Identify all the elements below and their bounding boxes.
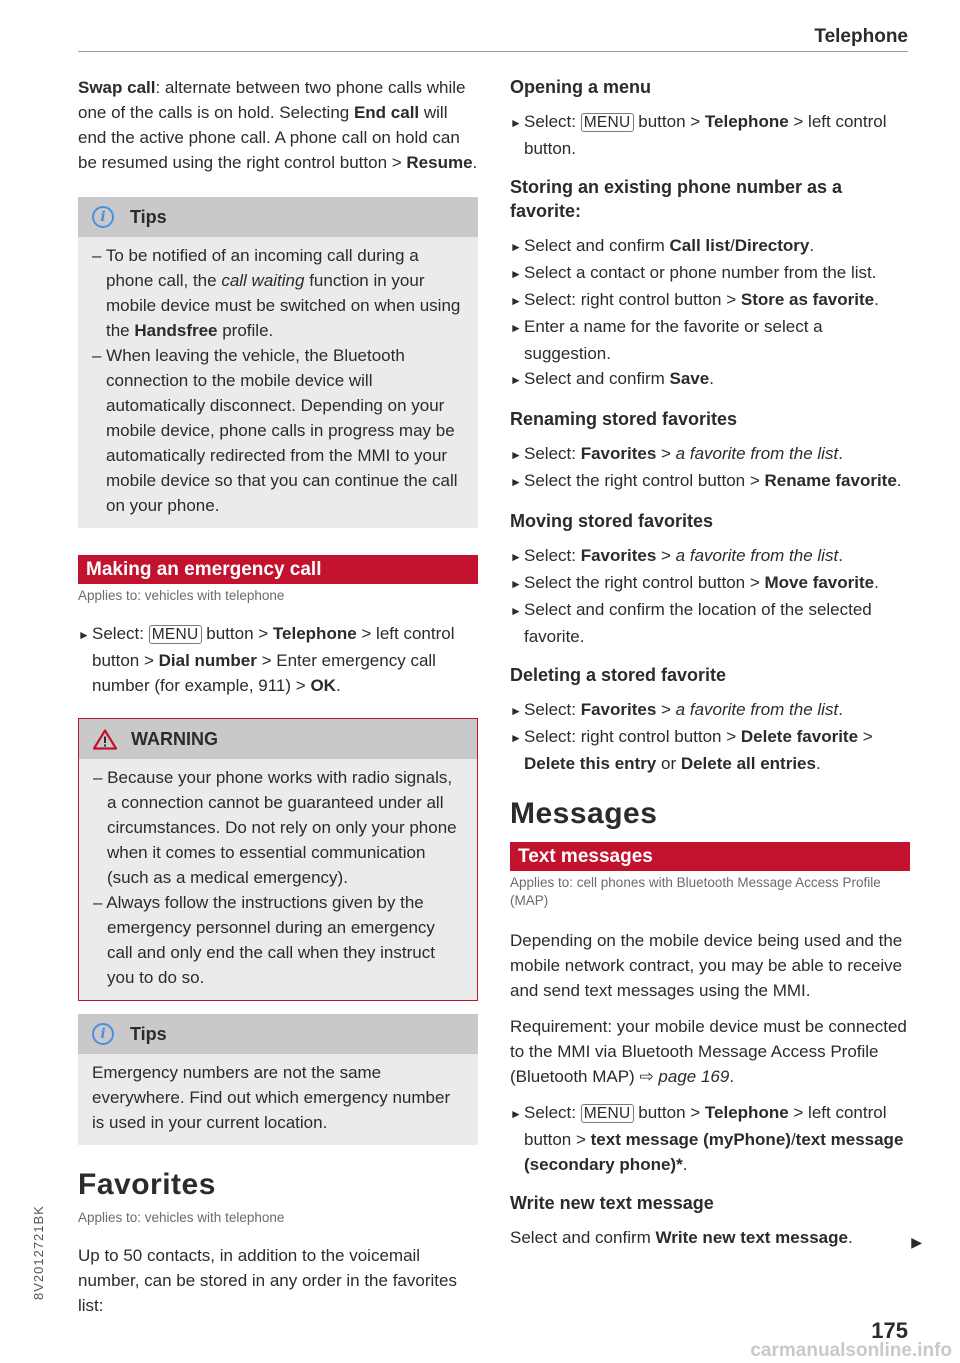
opening-menu-heading: Opening a menu <box>510 77 652 97</box>
storing-3-e: . <box>874 290 879 309</box>
emergency-step-a: Select: <box>92 624 149 643</box>
warning-item-2: – Always follow the instructions given by the emergency personnel during an emergency call and only end the call when they instruct you to do so. <box>93 893 435 987</box>
renaming-step-2 <box>510 468 910 495</box>
bullet-arrow-icon: ► <box>510 704 522 718</box>
bullet-arrow-icon: ► <box>510 448 522 462</box>
deleting-steps <box>510 697 910 776</box>
storing-1-b: Call list <box>669 236 730 255</box>
watermark: carmanualsonline.info <box>750 1340 952 1361</box>
storing-1-c: / <box>729 236 735 255</box>
tips-item-1-b: function in your mobile device must be switched on when using the <box>106 271 461 340</box>
opening-step-b: button > <box>633 112 705 131</box>
renaming-1-b: Favorites <box>580 444 657 463</box>
messages-step-sl: / <box>790 1130 796 1149</box>
bullet-arrow-icon: ► <box>510 577 522 591</box>
messages-step-c: > left control button > <box>524 1103 887 1149</box>
menu-key: MENU <box>149 625 202 644</box>
storing-step-5 <box>510 366 910 393</box>
tips-item-1 <box>92 243 464 343</box>
swap-call-text-1: : alternate between two phone calls while one of the calls is on hold. Selecting <box>78 78 466 122</box>
tips-item-1-em: call waiting <box>221 271 305 290</box>
emergency-step-tel: Telephone <box>272 624 357 643</box>
bullet-arrow-icon: ► <box>78 628 90 642</box>
messages-paragraph-1: Depending on the mobile device being used and the mobile network contract, you may be able to receive and send text messages using the MMI. <box>510 931 903 1000</box>
bullet-arrow-icon: ► <box>510 116 522 130</box>
emergency-step-ok: OK <box>310 676 336 695</box>
messages-step-b: button > <box>633 1103 705 1122</box>
emergency-step-b: button > <box>201 624 273 643</box>
messages-paragraph-2 <box>510 1014 910 1089</box>
favorites-text: Up to 50 contacts, in addition to the voicemail number, can be stored in any order in the favorites list: <box>78 1246 457 1315</box>
deleting-1-em: a favorite from the list <box>675 700 839 719</box>
emergency-step-dial: Dial number <box>158 651 257 670</box>
bullet-arrow-icon: ► <box>510 731 522 745</box>
document-code: 8V2012721BK <box>31 1205 46 1300</box>
bullet-arrow-icon: ► <box>510 475 522 489</box>
page-reference-link[interactable]: ⇨ page 169 <box>639 1067 730 1086</box>
emergency-step-e: . <box>335 676 341 695</box>
deleting-1-e: . <box>838 700 843 719</box>
messages-step-e: . <box>682 1155 688 1174</box>
deleting-step-2 <box>510 724 910 776</box>
renaming-step-1 <box>510 441 910 468</box>
storing-1-d: Directory <box>734 236 810 255</box>
deleting-2-g: Delete all entries <box>680 754 816 773</box>
tips-item-2-a: – When leaving the vehicle, the Bluetooth connection to the mobile device will automatically disconnect. Depending on your mobile device, phone calls in progress may be automatically redirected from the MMI to your mobile device so that you can continue the call on your phone. <box>92 346 458 515</box>
deleting-2-c: > <box>858 727 873 746</box>
moving-1-e: . <box>838 546 843 565</box>
tips-item-2 <box>92 343 464 518</box>
swap-call-text-2: will end the active phone call. A phone call on hold can be resumed using the right control button > <box>78 103 460 172</box>
bullet-arrow-icon: ► <box>510 294 522 308</box>
messages-step <box>510 1100 910 1177</box>
storing-1-e: . <box>809 236 815 255</box>
emergency-step-d: > Enter emergency call number (for example, 911) > <box>92 651 436 695</box>
tips-body-1 <box>78 237 478 528</box>
emergency-section-title: Making an emergency call <box>78 555 478 584</box>
deleting-heading: Deleting a stored favorite <box>510 665 727 685</box>
storing-step-2 <box>510 260 910 287</box>
moving-steps <box>510 543 910 649</box>
moving-2-b: Move favorite <box>764 573 875 592</box>
warning-triangle-icon <box>93 729 117 750</box>
warning-body <box>79 759 477 1000</box>
storing-1-a: Select and confirm <box>524 236 670 255</box>
continue-arrow-icon: ▶ <box>911 1234 922 1250</box>
renaming-1-c: > <box>656 444 676 463</box>
storing-step-3 <box>510 287 910 314</box>
bullet-arrow-icon: ► <box>510 267 522 281</box>
page-header-title: Telephone <box>814 26 908 47</box>
messages-applies: Applies to: cell phones with Bluetooth Message Access Profile (MAP) <box>510 875 881 908</box>
tips-2-text: Emergency numbers are not the same everywhere. Find out which emergency number is used in your current location. <box>92 1063 451 1132</box>
emergency-applies: Applies to: vehicles with telephone <box>78 588 285 603</box>
renaming-1-em: a favorite from the list <box>675 444 839 463</box>
bullet-arrow-icon: ► <box>510 604 522 618</box>
deleting-2-d: Delete this entry <box>524 754 657 773</box>
menu-key: MENU <box>581 113 634 132</box>
storing-2-a: Select a contact or phone number from the list. <box>524 263 877 282</box>
opening-step-tel: Telephone <box>704 112 789 131</box>
warning-header <box>79 719 477 759</box>
bullet-arrow-icon: ► <box>510 550 522 564</box>
deleting-2-a: Select: right control button > <box>524 727 741 746</box>
write-message-text <box>510 1225 910 1250</box>
write-message-heading: Write new text message <box>510 1193 714 1213</box>
bullet-arrow-icon: ► <box>510 240 522 254</box>
messages-p2-a: Requirement: your mobile device must be connected to the MMI via Bluetooth Message Access Profile (Bluetooth MAP) <box>510 1017 907 1086</box>
info-icon: i <box>92 1023 114 1045</box>
moving-2-a: Select the right control button > <box>524 573 765 592</box>
renaming-1-a: Select: <box>524 444 581 463</box>
moving-1-a: Select: <box>524 546 581 565</box>
deleting-2-b: Delete favorite <box>740 727 859 746</box>
bullet-arrow-icon: ► <box>510 321 522 335</box>
moving-3-a: Select and confirm the location of the selected favorite. <box>524 600 872 646</box>
left-column <box>78 75 478 1318</box>
deleting-2-e: . <box>815 754 821 773</box>
messages-heading: Messages <box>510 797 658 830</box>
messages-p2-b: . <box>729 1067 735 1086</box>
storing-step-1 <box>510 233 910 260</box>
moving-step-2 <box>510 570 910 597</box>
header-divider <box>78 51 908 52</box>
page-number: 175 <box>871 1318 908 1343</box>
storing-step-4 <box>510 314 910 366</box>
opening-menu-step <box>510 109 910 161</box>
moving-step-1 <box>510 543 910 570</box>
right-column <box>510 75 910 1250</box>
moving-1-b: Favorites <box>580 546 657 565</box>
moving-heading: Moving stored favorites <box>510 511 714 531</box>
moving-step-3 <box>510 597 910 649</box>
menu-key: MENU <box>581 1104 634 1123</box>
renaming-2-a: Select the right control button > <box>524 471 765 490</box>
moving-2-e: . <box>874 573 879 592</box>
renaming-steps <box>510 441 910 495</box>
write-e: . <box>847 1228 853 1247</box>
renaming-1-e: . <box>838 444 843 463</box>
storing-3-a: Select: right control button > <box>524 290 741 309</box>
renaming-heading: Renaming stored favorites <box>510 409 738 429</box>
write-a: Select and confirm <box>510 1228 656 1247</box>
write-b: Write new text message <box>655 1228 848 1247</box>
storing-heading: Storing an existing phone number as a favorite: <box>510 177 843 221</box>
moving-1-c: > <box>656 546 676 565</box>
tips-box-1 <box>78 197 478 528</box>
warning-title: WARNING <box>131 728 218 749</box>
messages-step-f: text message (secondary phone)* <box>524 1130 904 1174</box>
storing-4-a: Enter a name for the favorite or select a suggestion. <box>524 317 823 363</box>
bullet-arrow-icon: ► <box>510 1107 522 1121</box>
tips-box-2 <box>78 1014 478 1145</box>
end-call-term: End call <box>353 103 420 122</box>
warning-box <box>78 718 478 1001</box>
tips-title-1: Tips <box>130 206 167 227</box>
storing-3-b: Store as favorite <box>740 290 875 309</box>
tips-item-1-c: profile. <box>217 321 274 340</box>
messages-step-a: Select: <box>524 1103 581 1122</box>
storing-steps <box>510 233 910 393</box>
favorites-applies: Applies to: vehicles with telephone <box>78 1210 285 1225</box>
warning-item-1: – Because your phone works with radio signals, a connection cannot be guaranteed under all circumstances. Do not rely on only your phone when it comes to essential communication (such as a medical emergency). <box>93 768 457 887</box>
text-messages-section-title: Text messages <box>510 842 910 871</box>
tips-item-1-a: – To be notified of an incoming call during a phone call, the <box>92 246 419 290</box>
storing-5-a: Select and confirm <box>524 369 670 388</box>
deleting-step-1 <box>510 697 910 724</box>
opening-step-a: Select: <box>524 112 581 131</box>
storing-5-b: Save <box>669 369 710 388</box>
tips-header-1 <box>78 197 478 237</box>
info-icon: i <box>92 206 114 228</box>
swap-call-text-3: . <box>472 153 478 172</box>
tips-item-1-bold: Handsfree <box>134 321 218 340</box>
storing-5-e: . <box>709 369 714 388</box>
tips-header-2 <box>78 1014 478 1054</box>
deleting-2-f: or <box>656 754 681 773</box>
bullet-arrow-icon: ► <box>510 373 522 387</box>
emergency-step <box>78 621 478 698</box>
swap-call-paragraph <box>78 75 478 175</box>
favorites-heading: Favorites <box>78 1168 216 1201</box>
tips-body-2 <box>78 1054 478 1145</box>
swap-call-term: Swap call <box>78 78 156 97</box>
deleting-1-a: Select: <box>524 700 581 719</box>
renaming-2-b: Rename favorite <box>764 471 897 490</box>
emergency-step-c: > left control button > <box>92 624 455 670</box>
tips-title-2: Tips <box>130 1023 167 1044</box>
moving-1-em: a favorite from the list <box>675 546 839 565</box>
deleting-1-c: > <box>656 700 676 719</box>
opening-step-c: > left control button. <box>524 112 887 158</box>
deleting-1-b: Favorites <box>580 700 657 719</box>
messages-step-tel: Telephone <box>704 1103 789 1122</box>
resume-term: Resume <box>406 153 473 172</box>
favorites-section <box>78 1167 478 1318</box>
emergency-section <box>78 555 478 698</box>
messages-step-d: text message (myPhone) <box>590 1130 791 1149</box>
renaming-2-e: . <box>896 471 902 490</box>
